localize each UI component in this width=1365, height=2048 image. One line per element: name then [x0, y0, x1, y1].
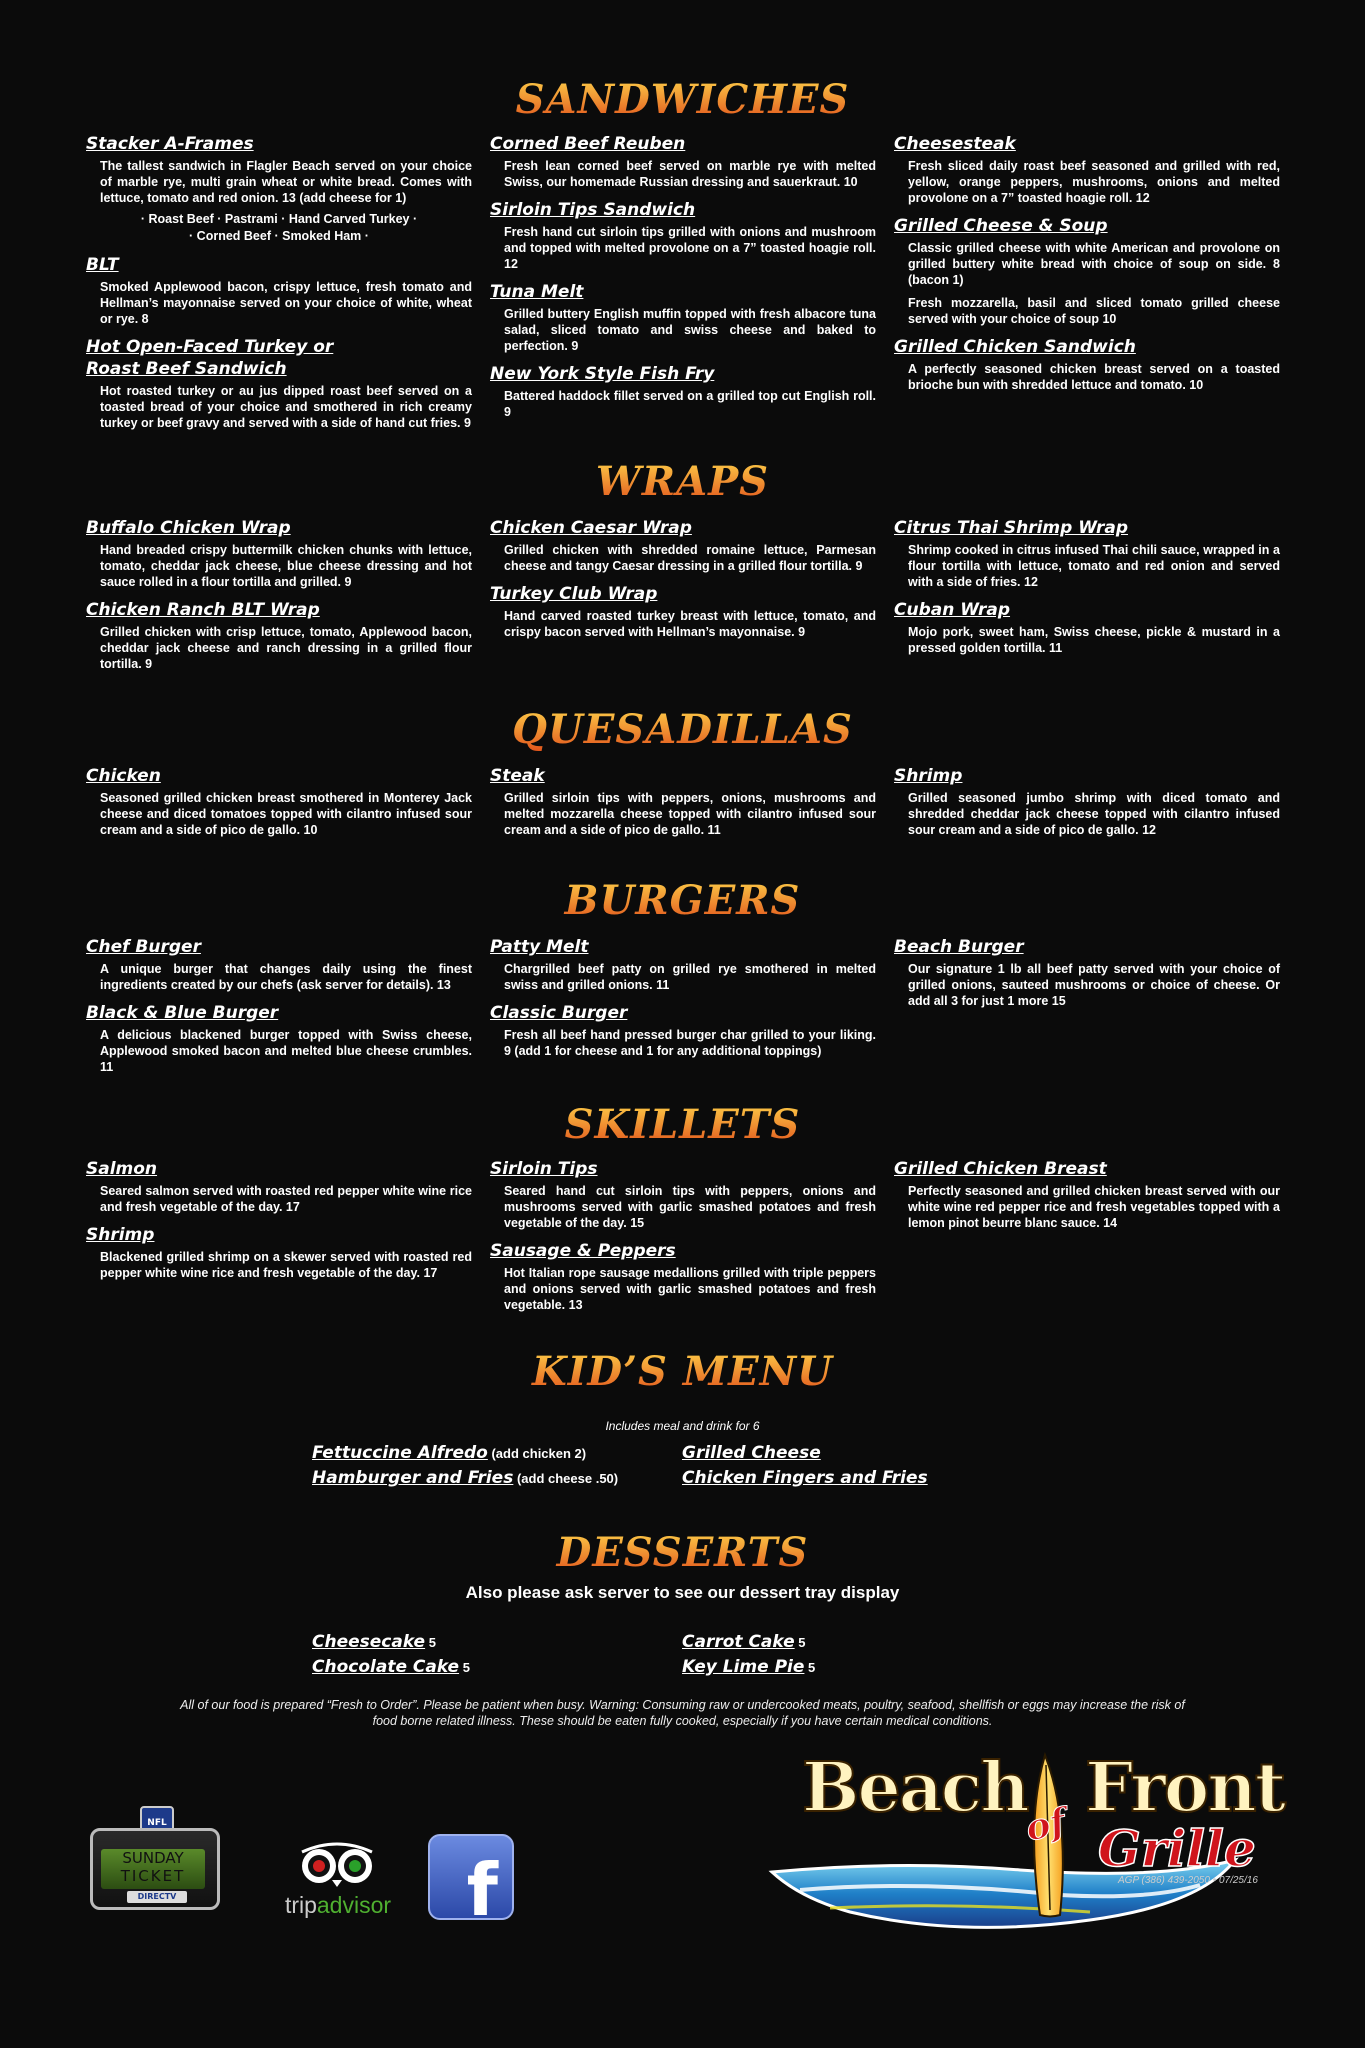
tripadvisor-word-advisor: advisor — [316, 1892, 392, 1918]
item-desc: Seared salmon served with roasted red pepper white wine rice and fresh vegetable of the day. 17 — [100, 1184, 472, 1214]
item-name: Fettuccine Alfredo — [312, 1443, 488, 1463]
item-name: Cuban Wrap — [894, 600, 1011, 620]
item-desc: A unique burger that changes daily using the finest ingredients created by our chefs (ask server for details). 13 — [100, 962, 472, 992]
brand-word-front: Front — [1085, 1748, 1285, 1828]
item-name: Sirloin Tips — [490, 1159, 598, 1179]
item-name: Chicken — [86, 766, 161, 786]
item-desc: Grilled chicken with shredded romaine lettuce, Parmesan cheese and tangy Caesar dressing in a grilled flour tortilla. 9 — [504, 543, 876, 573]
kids-menu-col-right — [682, 1441, 1052, 1491]
sandwiches-grid — [86, 133, 1280, 440]
item-name: Chocolate Cake — [312, 1657, 460, 1677]
quesadillas-col-3 — [894, 765, 1280, 847]
kids-menu-col-left — [312, 1441, 682, 1491]
ticket-screen — [101, 1849, 205, 1889]
item-desc: Hot roasted turkey or au jus dipped roast beef served on a toasted bread of your choice and smothered in rich creamy turkey or beef gravy and served with a side of hand cut fries. 9 — [100, 384, 472, 430]
menu-item — [86, 765, 472, 838]
item-name: Chicken Ranch BLT Wrap — [86, 600, 320, 620]
item-desc: Seared hand cut sirloin tips with peppers, onions and mushrooms served with garlic smashed potatoes and fresh vegetable of the day. 15 — [504, 1184, 876, 1230]
menu-item — [86, 1158, 472, 1215]
burgers-col-1 — [86, 936, 472, 1084]
item-extra: 5 — [425, 1635, 436, 1650]
menu-item — [490, 1002, 876, 1059]
menu-item — [490, 363, 876, 420]
kids-menu-title: KID’S MENU — [0, 1348, 1365, 1395]
item-options: · Roast Beef · Pastrami · Hand Carved Turkey · — [140, 212, 418, 226]
desserts-col-right — [682, 1630, 1052, 1680]
item-name: New York Style Fish Fry — [490, 364, 715, 384]
item-desc: Perfectly seasoned and grilled chicken breast served with our white wine red pepper rice and fresh vegetables topped with a lemon pinot beurre blanc sauce. 14 — [908, 1184, 1280, 1230]
item-extra: (add cheese .50) — [513, 1471, 619, 1486]
item-name: Grilled Cheese — [682, 1443, 821, 1463]
item-desc: Grilled buttery English muffin topped with fresh albacore tuna salad, sliced tomato and swiss cheese and baked to perfection. 9 — [504, 307, 876, 353]
item-name: Grilled Chicken Sandwich — [894, 337, 1136, 357]
wraps-col-3 — [894, 517, 1280, 681]
menu-item — [490, 199, 876, 272]
menu-item — [86, 336, 472, 431]
menu-item — [490, 517, 876, 574]
item-name: Grilled Chicken Breast — [894, 1159, 1107, 1179]
item-desc: Fresh mozzarella, basil and sliced tomato grilled cheese served with your choice of soup 10 — [908, 296, 1280, 326]
menu-item — [86, 133, 472, 245]
brand-word-of: of — [1022, 1800, 1070, 1850]
item-desc: Blackened grilled shrimp on a skewer served with roasted red pepper white wine rice and fresh vegetable of the day. 17 — [100, 1250, 472, 1280]
sandwiches-col-3 — [894, 133, 1280, 440]
quesadillas-grid — [86, 765, 1280, 847]
item-name: Classic Burger — [490, 1003, 628, 1023]
item-name: Shrimp — [894, 766, 963, 786]
menu-item — [894, 336, 1280, 393]
item-name: Turkey Club Wrap — [490, 584, 658, 604]
menu-item — [490, 133, 876, 190]
list-item — [682, 1466, 1052, 1491]
item-name: Steak — [490, 766, 545, 786]
item-desc: Grilled sirloin tips with peppers, onions, mushrooms and melted mozzarella cheese topped with cilantro infused sour cream and a side of pico de gallo. 11 — [504, 791, 876, 837]
list-item — [682, 1655, 1052, 1680]
item-name: Sirloin Tips Sandwich — [490, 200, 696, 220]
item-desc: Fresh lean corned beef served on marble rye with melted Swiss, our homemade Russian dressing and sauerkraut. 10 — [504, 159, 876, 189]
menu-item — [894, 215, 1280, 327]
sandwiches-col-1 — [86, 133, 472, 440]
menu-item — [86, 1224, 472, 1281]
item-name: Roast Beef Sandwich — [86, 359, 287, 379]
wraps-col-2 — [490, 517, 876, 681]
menu-item — [86, 254, 472, 327]
item-desc: Fresh all beef hand pressed burger char grilled to your liking. 9 (add 1 for cheese and 1 for any additional toppings) — [504, 1028, 876, 1058]
list-item — [312, 1655, 682, 1680]
item-desc: A delicious blackened burger topped with Swiss cheese, Applewood smoked bacon and melted blue cheese crumbles. 11 — [100, 1028, 472, 1074]
kids-menu-list — [312, 1441, 1052, 1491]
sandwiches-title: SANDWICHES — [0, 76, 1365, 123]
menu-item — [490, 936, 876, 993]
item-desc: A perfectly seasoned chicken breast served on a toasted brioche bun with shredded lettuce and tomato. 10 — [908, 362, 1280, 392]
quesadillas-title: QUESADILLAS — [0, 706, 1365, 753]
item-desc: Hot Italian rope sausage medallions grilled with triple peppers and onions served with garlic smashed potatoes and fresh vegetable. 13 — [504, 1266, 876, 1312]
item-desc: Seasoned grilled chicken breast smothered in Monterey Jack cheese and diced tomatoes topped with cilantro infused sour cream and a side of pico de gallo. 10 — [100, 791, 472, 837]
skillets-col-1 — [86, 1158, 472, 1322]
item-desc: The tallest sandwich in Flagler Beach served on your choice of marble rye, multi grain wheat or white bread. Comes with lettuce, tomato and red onion. 13 (add cheese for 1) — [100, 159, 472, 205]
item-name: Cheesecake — [312, 1632, 426, 1652]
brand-word-grille: Grille — [1098, 1819, 1256, 1878]
item-name: Citrus Thai Shrimp Wrap — [894, 518, 1129, 538]
item-name: Buffalo Chicken Wrap — [86, 518, 291, 538]
menu-item — [86, 1002, 472, 1075]
menu-item — [490, 1158, 876, 1231]
item-desc: Hand breaded crispy buttermilk chicken chunks with lettuce, tomato, cheddar jack cheese, blue cheese dressing and hot sauce rolled in a flour tortilla and grilled. 9 — [100, 543, 472, 589]
menu-item — [894, 133, 1280, 206]
wraps-title: WRAPS — [0, 458, 1365, 505]
list-item — [312, 1466, 682, 1491]
item-desc: Chargrilled beef patty on grilled rye smothered in melted swiss and grilled onions. 11 — [504, 962, 876, 992]
facebook-icon — [428, 1834, 514, 1932]
desserts-list — [312, 1630, 1052, 1680]
menu-item — [86, 936, 472, 993]
sandwiches-col-2 — [490, 133, 876, 440]
menu-item — [490, 1240, 876, 1313]
skillets-title: SKILLETS — [0, 1101, 1365, 1148]
item-name: Chicken Caesar Wrap — [490, 518, 692, 538]
item-name: Key Lime Pie — [682, 1657, 805, 1677]
list-item — [312, 1630, 682, 1655]
nfl-shield-icon: NFL — [140, 1806, 174, 1844]
item-name: Shrimp — [86, 1225, 155, 1245]
item-name: Cheesesteak — [894, 134, 1016, 154]
item-desc: Smoked Applewood bacon, crispy lettuce, fresh tomato and Hellman’s mayonnaise served on your choice of white, wheat or rye. 8 — [100, 280, 472, 326]
burgers-col-3 — [894, 936, 1280, 1084]
menu-item — [490, 765, 876, 838]
item-desc: Mojo pork, sweet ham, Swiss cheese, pickle & mustard in a pressed golden tortilla. 11 — [908, 625, 1280, 655]
item-extra: 5 — [794, 1635, 806, 1650]
item-name: Chicken Fingers and Fries — [682, 1468, 928, 1488]
tripadvisor-owl-icon — [292, 1838, 382, 1888]
directv-label: DIRECTV — [127, 1891, 187, 1903]
ticket-line1: SUNDAY — [122, 1849, 184, 1867]
menu-item — [894, 599, 1280, 656]
item-desc: Fresh hand cut sirloin tips grilled with onions and mushroom and topped with melted provolone on a 7” toasted hoagie roll. 12 — [504, 225, 876, 271]
item-desc: Fresh sliced daily roast beef seasoned and grilled with red, yellow, orange peppers, mushrooms, onions and melted provolone on a 7” toasted hoagie roll. 12 — [908, 159, 1280, 205]
desserts-title: DESSERTS — [0, 1529, 1365, 1576]
item-name: Beach Burger — [894, 937, 1024, 957]
food-safety-disclaimer: All of our food is prepared “Fresh to Order”. Please be patient when busy. Warning: Consuming raw or undercooked meats, poultry, seafood, shellfish or eggs may increase the risk of food borne related illness. These should be eaten fully cooked, especially if you have certain medical conditions. — [180, 1698, 1185, 1728]
ticket-line2: TICKET — [120, 1867, 186, 1885]
menu-item — [894, 1158, 1280, 1231]
quesadillas-col-2 — [490, 765, 876, 847]
item-name: Patty Melt — [490, 937, 589, 957]
list-item — [312, 1441, 682, 1466]
tripadvisor-wordmark — [268, 1892, 408, 1919]
item-desc: Battered haddock fillet served on a grilled top cut English roll. 9 — [504, 389, 876, 419]
item-desc: Grilled chicken with crisp lettuce, tomato, Applewood bacon, cheddar jack cheese and ranch dressing in a grilled flour tortilla. 9 — [100, 625, 472, 671]
skillets-col-3 — [894, 1158, 1280, 1322]
menu-item — [490, 583, 876, 640]
menu-item — [86, 517, 472, 590]
beach-front-grille-logo — [760, 1740, 1285, 1950]
menu-item — [86, 599, 472, 672]
item-name: Sausage & Peppers — [490, 1241, 676, 1261]
item-name: BLT — [86, 255, 119, 275]
ticket-frame — [90, 1828, 220, 1910]
printer-credit: AGP (386) 439-2050 • 07/25/16 — [1118, 1875, 1258, 1886]
menu-item — [490, 281, 876, 354]
item-extra: 5 — [459, 1660, 470, 1675]
item-name: Carrot Cake — [682, 1632, 795, 1652]
list-item — [682, 1441, 1052, 1466]
burgers-title: BURGERS — [0, 877, 1365, 924]
item-desc: Grilled seasoned jumbo shrimp with diced tomato and shredded cheddar jack cheese topped with cilantro infused sour cream and a side of pico de gallo. 12 — [908, 791, 1280, 837]
item-extra: 5 — [804, 1660, 816, 1675]
item-name: Tuna Melt — [490, 282, 584, 302]
item-name: Salmon — [86, 1159, 158, 1179]
burgers-col-2 — [490, 936, 876, 1084]
quesadillas-col-1 — [86, 765, 472, 847]
item-name: Stacker A-Frames — [86, 134, 254, 154]
menu-item — [894, 936, 1280, 1009]
item-desc: Classic grilled cheese with white American and provolone on grilled buttery white bread with choice of soup on side. 8 (bacon 1) — [908, 241, 1280, 287]
list-item — [682, 1630, 1052, 1655]
desserts-note: Also please ask server to see our dessert tray display — [465, 1583, 900, 1602]
wraps-grid — [86, 517, 1280, 681]
desserts-col-left — [312, 1630, 682, 1680]
item-extra: (add chicken 2) — [487, 1446, 587, 1461]
item-name: Chef Burger — [86, 937, 201, 957]
menu-item — [894, 765, 1280, 838]
skillets-col-2 — [490, 1158, 876, 1322]
facebook-letter: f — [466, 1848, 498, 1932]
item-name: Hamburger and Fries — [312, 1468, 514, 1488]
item-name: Grilled Cheese & Soup — [894, 216, 1108, 236]
item-desc: Our signature 1 lb all beef patty served with your choice of grilled onions, sauteed mushrooms or choice of cheese. Or add all 3 for just 1 more 15 — [908, 962, 1280, 1008]
tripadvisor-word-trip: trip — [284, 1892, 317, 1918]
kids-menu-note: Includes meal and drink for 6 — [605, 1419, 760, 1433]
item-name: Hot Open-Faced Turkey or — [86, 337, 334, 357]
nfl-sunday-ticket-logo — [90, 1806, 220, 1926]
item-name: Corned Beef Reuben — [490, 134, 686, 154]
burgers-grid — [86, 936, 1280, 1084]
item-desc: Shrimp cooked in citrus infused Thai chili sauce, wrapped in a flour tortilla with lettuce, tomato and red onion and served with a side of fries. 12 — [908, 543, 1280, 589]
tripadvisor-logo — [268, 1838, 408, 1928]
item-name: Black & Blue Burger — [86, 1003, 279, 1023]
item-options: · Corned Beef · Smoked Ham · — [189, 229, 369, 243]
item-desc: Hand carved roasted turkey breast with lettuce, tomato, and crispy bacon served with Hellman’s mayonnaise. 9 — [504, 609, 876, 639]
skillets-grid — [86, 1158, 1280, 1322]
wraps-col-1 — [86, 517, 472, 681]
menu-item — [894, 517, 1280, 590]
brand-word-beach: Beach — [802, 1748, 1028, 1828]
